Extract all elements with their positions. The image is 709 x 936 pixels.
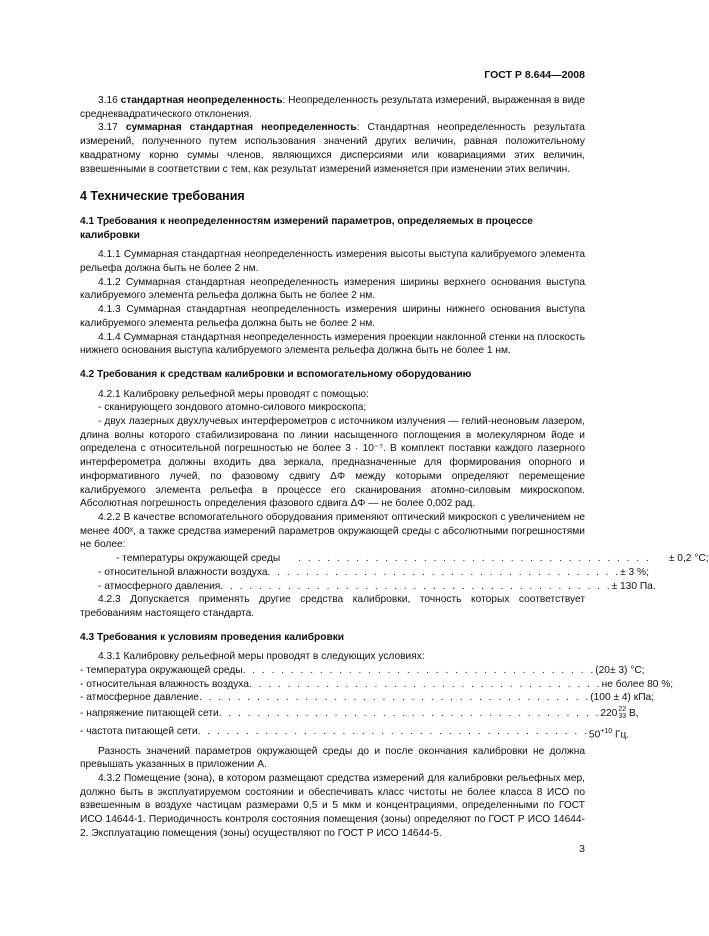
paragraph-4-3-1: 4.3.1 Калибровку рельефной меры проводят в следующих условиях: — [98, 651, 425, 663]
paragraph-4-3-2: 4.3.2 Помещение (зона), в котором размещают средства измерений для калибровки рельефных мер, должно быть в эксплуатируемом состоянии и обеспечивать класс чистоты не более класса 8 ИСО по взвешенным в воздухе частицам размерами 0,5 и 5 мкм и концентрациями, определенными по ГОСТ ИСО 14644-1. Периодичность контроля состояния помещения (зоны) определяют по ГОСТ Р ИСО 14644-2. Эксплуатацию помещения (зоны) осуществляют по ГОСТ Р ИСО 14644-5. — [80, 772, 585, 839]
condition-row: - температура окружающей среды . . . . . . . . . . . . . . . . . . . . . . . . . . . . . . . . . . . . . (20± 3) °С; — [80, 665, 645, 677]
paragraph-4-1-3: 4.1.3 Суммарная стандартная неопределенность измерения ширины нижнего основания выступа калибруемого элемента рельефа должна быть не более 2 нм. — [80, 304, 585, 329]
condition-row: - атмосферное давление . . . . . . . . . . . . . . . . . . . . . . . . . . . . . . . . . . . . . . . . . (100 ± 4) кПа; — [80, 692, 655, 704]
page-number: 3 — [579, 843, 585, 855]
section-4-1-title: 4.1 Требования к неопределенностям измерений параметров, определяемых в процессе калибровки — [80, 215, 533, 241]
standard-header: ГОСТ Р 8.644—2008 — [484, 69, 585, 81]
tolerance-row: - атмосферного давления . . . . . . . . . . . . . . . . . . . . . . . . . . . . . . . . . . . . . . . . . ± 130 Па. — [98, 580, 656, 592]
paragraph-4-2-3: 4.2.3 Допускается применять другие средства калибровки, точность которых соответствует требованиям настоящего стандарта. — [80, 594, 585, 619]
paragraph-4-1-4: 4.1.4 Суммарная стандартная неопределенность измерения проекции наклонной стенки на плоскость нижнего основания выступа калибруемого элемента рельефа должна быть не более 1 нм. — [80, 331, 585, 357]
page-content — [80, 94, 709, 840]
section-4-title: 4 Технические требования — [80, 189, 245, 204]
condition-row-frequency: - частота питающей сети . . . . . . . . . . . . . . . . . . . . . . . . . . . . . . . . . . . . . . . . . $50^{+10}$ Гц. — [80, 726, 630, 741]
def-text: : Стандартная неопределенность результата измерений, полученного путем использования значений других величин, равная положительному квадратному корню суммы членов, являющихся дисперсиями или ковариациями этих величин, взвешенными в соответствии с тем, как результат измерений изменяется при изменении этих величин. — [80, 122, 585, 175]
def-text: : Неопределенность результата измерений, выраженная в виде среднеквадратического отклонения. — [80, 95, 586, 120]
list-item: - двух лазерных двухлучевых интерферометров с источником излучения — гелий-неоновым лазером, длина волны которого стабилизирована по линии насыщенного поглощения в молекулярном йоде и определена с относительной погрешностью не более 3 · 10⁻⁷. В комплект поставки каждого лазерного интерферометра должны входить два зеркала, предназначенные для формирования опорного и информативного лучей, по фазовому сдвигу ΔΦ между которыми определяют перемещение калибруемого элемента рельефа в процессе его сканирования атомно-силовым микроскопом. Абсолютная погрешность определения фазового сдвига ΔΦ — не более 0,002 рад. — [80, 416, 585, 510]
tolerance-row: - относительной влажности воздуха . . . . . . . . . . . . . . . . . . . . . . . . . . . . . . . . . . . . . ± 3 %; — [98, 566, 649, 578]
paragraph-4-2-2: 4.2.2 В качестве вспомогательного оборудования применяют оптический микроскоп с увеличением не менее 400ˣ, а также средства измерений параметров окружающей среды с абсолютными погрешностями не более: — [80, 511, 585, 551]
condition-row: - относительная влажность воздуха . . . . . . . . . . . . . . . . . . . . . . . . . . . . . . . . . . . . . не более 80 %; — [80, 678, 674, 690]
paragraph-4-2-1: 4.2.1 Калибровку рельефной меры проводят с помощью: — [98, 388, 369, 400]
tolerance-row: - температуры окружающей среды . . . . . . . . . . . . . . . . . . . . . . . . . . . . . . . . . . . . . ± 0,2 °С; — [116, 553, 709, 565]
def-number: 3.16 — [98, 95, 118, 106]
section-4-3-title: 4.3 Требования к условиям проведения калибровки — [80, 631, 345, 643]
paragraph-4-1-2: 4.1.2 Суммарная стандартная неопределенность измерения ширины верхнего основания выступа калибруемого элемента рельефа должна быть не более 2 нм. — [80, 276, 585, 302]
definition-3-16 — [80, 94, 585, 121]
paragraph-env-difference: Разность значений параметров окружающей среды до и после окончания калибровки не должна превышать указанных в приложении А. — [80, 745, 585, 771]
list-item: - сканирующего зондового атомно-силового микроскопа; — [98, 402, 367, 414]
condition-row-voltage: - напряжение питающей сети . . . . . . . . . . . . . . . . . . . . . . . . . . . . . . . . . . . . . . . . 220 22 33 В, — [80, 706, 639, 721]
def-term: стандартная неопределенность — [120, 95, 283, 106]
def-term: суммарная стандартная неопределенность — [125, 122, 357, 134]
def-number: 3.17 — [98, 122, 118, 134]
definition-3-17 — [80, 121, 585, 176]
paragraph-4-1-1: 4.1.1 Суммарная стандартная неопределенность измерения высоты выступа калибруемого элемента рельефа должна быть не более 2 нм. — [80, 249, 585, 275]
section-4-2-title: 4.2 Требования к средствам калибровки и вспомогательному оборудованию — [80, 368, 472, 380]
